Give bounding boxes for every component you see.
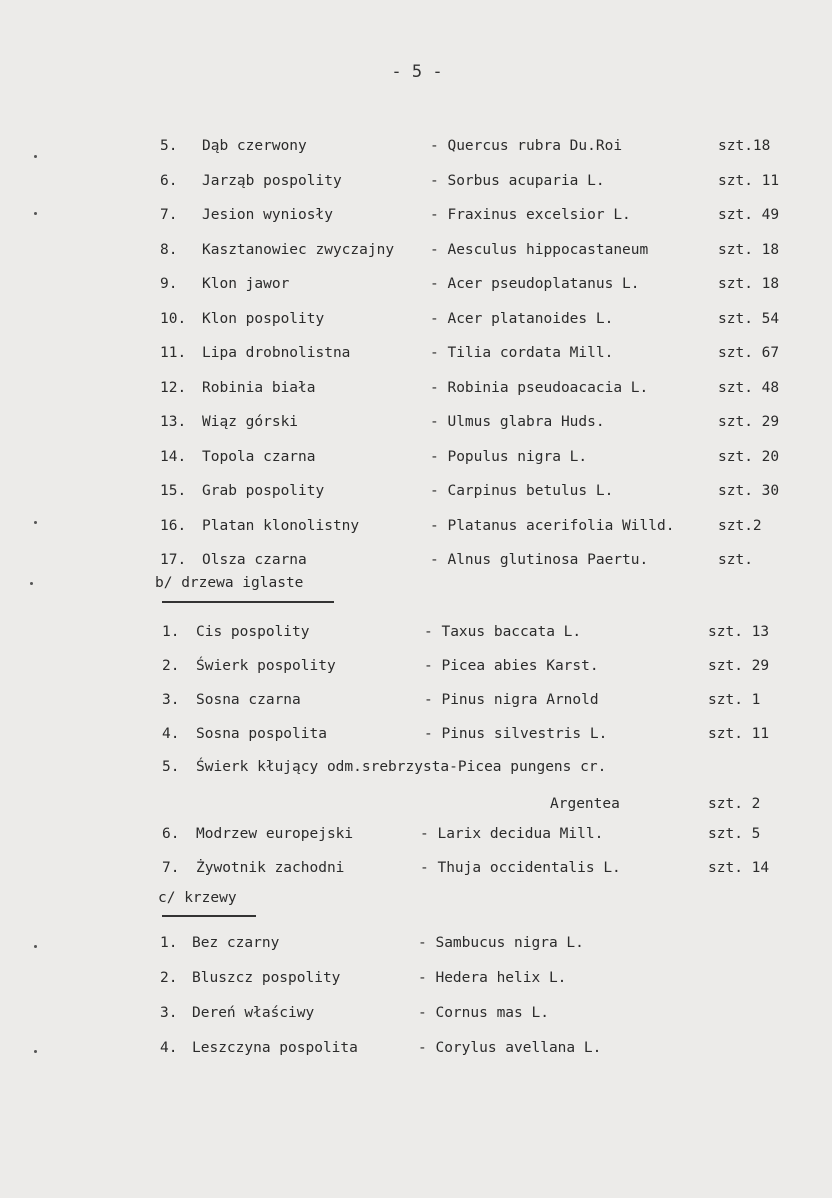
item-latin-name: - Ulmus glabra Huds. bbox=[430, 414, 605, 430]
list-item bbox=[162, 822, 822, 846]
item-number: 2. bbox=[160, 970, 178, 986]
item-polish-name: Topola czarna bbox=[202, 448, 316, 465]
list-item bbox=[162, 654, 822, 678]
item-quantity: szt. 48 bbox=[718, 379, 780, 396]
item-latin-name: - Alnus glutinosa Paertu. bbox=[430, 552, 649, 568]
section-b-heading: b/ drzewa iglaste bbox=[155, 575, 304, 591]
item-latin-name: - Acer platanoides L. bbox=[430, 310, 614, 327]
item-quantity: szt. 11 bbox=[708, 726, 770, 742]
item-quantity: szt.18 bbox=[718, 138, 771, 154]
page-number: - 5 - bbox=[391, 62, 443, 82]
margin-speck bbox=[34, 521, 37, 524]
list-item bbox=[160, 410, 820, 434]
item-number: 6. bbox=[162, 826, 180, 842]
item-latin-name: - Taxus baccata L. bbox=[424, 624, 582, 640]
item-quantity: szt. bbox=[718, 552, 753, 568]
item-latin-name: - Pinus silvestris L. bbox=[424, 726, 608, 742]
margin-speck bbox=[34, 155, 37, 158]
item-polish-name: Dąb czerwony bbox=[202, 138, 307, 154]
list-item bbox=[160, 376, 820, 400]
item-polish-name: Lipa drobnolistna bbox=[202, 345, 351, 361]
list-item-continuation bbox=[162, 792, 802, 816]
margin-speck bbox=[34, 1050, 37, 1053]
item-polish-name: Żywotnik zachodni bbox=[196, 860, 345, 876]
item-latin-name: - Aesculus hippocastaneum bbox=[430, 241, 649, 258]
margin-speck bbox=[34, 212, 37, 215]
item-number: 1. bbox=[162, 624, 180, 640]
list-item bbox=[160, 445, 820, 469]
list-item bbox=[162, 620, 822, 644]
item-polish-name: Olsza czarna bbox=[202, 552, 307, 568]
item-polish-name: Sosna czarna bbox=[196, 692, 301, 708]
item-polish-name: Bez czarny bbox=[192, 935, 280, 951]
item-quantity: szt. 1 bbox=[708, 692, 761, 708]
item-latin-name: - Pinus nigra Arnold bbox=[424, 692, 599, 708]
item-number: 13. bbox=[160, 414, 187, 430]
item-latin-name: - Sambucus nigra L. bbox=[418, 935, 584, 951]
item-latin-name: - Populus nigra L. bbox=[430, 448, 588, 465]
item-number: 3. bbox=[160, 1005, 178, 1021]
item-number: 7. bbox=[160, 207, 178, 223]
item-quantity: szt. 5 bbox=[708, 826, 761, 842]
list-item bbox=[160, 1001, 820, 1025]
item-quantity: szt. 13 bbox=[708, 624, 770, 640]
item-quantity: szt. 30 bbox=[718, 483, 780, 499]
item-quantity: szt. 14 bbox=[708, 860, 770, 876]
item-number: 1. bbox=[160, 935, 178, 951]
item-latin-name: - Hedera helix L. bbox=[418, 970, 567, 986]
item-number: 2. bbox=[162, 658, 180, 674]
item-latin-name: - Quercus rubra Du.Roi bbox=[430, 138, 623, 154]
item-polish-name: Bluszcz pospolity bbox=[192, 970, 341, 986]
item-quantity: szt. 11 bbox=[718, 172, 780, 189]
item-latin-name: - Robinia pseudoacacia L. bbox=[430, 379, 649, 396]
item-number: 14. bbox=[160, 448, 187, 465]
item-polish-name: Wiąz górski bbox=[202, 414, 299, 430]
item-number: 17. bbox=[160, 552, 187, 568]
item-quantity: szt.2 bbox=[718, 517, 762, 534]
list-item bbox=[160, 548, 820, 572]
item-latin-name: - Cornus mas L. bbox=[418, 1005, 549, 1021]
item-latin-name: - Acer pseudoplatanus L. bbox=[430, 276, 640, 292]
list-item bbox=[160, 514, 820, 538]
item-latin-name: - Platanus acerifolia Willd. bbox=[430, 517, 675, 534]
item-polish-name: Świerk pospolity bbox=[196, 658, 336, 674]
item-quantity: szt. 18 bbox=[718, 241, 780, 258]
item-polish-name: Cis pospolity bbox=[196, 624, 310, 640]
list-item bbox=[160, 1036, 820, 1060]
item-polish-name: Jesion wyniosły bbox=[202, 207, 333, 223]
list-item bbox=[160, 134, 820, 158]
section-c-underline bbox=[162, 915, 256, 917]
item-number: 6. bbox=[160, 172, 178, 189]
item-latin-name: - Corylus avellana L. bbox=[418, 1040, 602, 1056]
item-number: 5. bbox=[162, 759, 180, 775]
item-polish-name: Modrzew europejski bbox=[196, 826, 354, 842]
item-latin-name: - Picea abies Karst. bbox=[424, 658, 599, 674]
list-item bbox=[160, 931, 820, 955]
item-polish-name: Leszczyna pospolita bbox=[192, 1040, 358, 1056]
item-quantity: szt. 2 bbox=[708, 796, 761, 812]
item-quantity: szt. 54 bbox=[718, 310, 780, 327]
list-item bbox=[162, 722, 822, 746]
list-item bbox=[160, 272, 820, 296]
item-number: 3. bbox=[162, 692, 180, 708]
item-quantity: szt. 29 bbox=[718, 414, 780, 430]
list-item bbox=[160, 341, 820, 365]
list-item bbox=[162, 856, 822, 880]
item-latin-name: - Fraxinus excelsior L. bbox=[430, 207, 631, 223]
list-item bbox=[162, 755, 802, 779]
item-polish-name: Jarząb pospolity bbox=[202, 172, 342, 189]
list-item bbox=[160, 307, 820, 331]
item-number: 12. bbox=[160, 379, 187, 396]
item-quantity: szt. 20 bbox=[718, 448, 780, 465]
list-item bbox=[160, 479, 820, 503]
item-latin-name: - Sorbus acuparia L. bbox=[430, 172, 605, 189]
item-number: 4. bbox=[162, 726, 180, 742]
item-quantity: szt. 29 bbox=[708, 658, 770, 674]
item-number: 10. bbox=[160, 310, 187, 327]
item-polish-name: Sosna pospolita bbox=[196, 726, 327, 742]
item-polish-name: Klon pospolity bbox=[202, 310, 325, 327]
item-number: 7. bbox=[162, 860, 180, 876]
item-polish-name: Platan klonolistny bbox=[202, 517, 360, 534]
item-number: 5. bbox=[160, 138, 178, 154]
list-item bbox=[162, 688, 822, 712]
item-polish-name: Grab pospolity bbox=[202, 483, 325, 499]
item-latin-name: - Thuja occidentalis L. bbox=[420, 860, 621, 876]
item-number: 9. bbox=[160, 276, 178, 292]
item-polish-name: Kasztanowiec zwyczajny bbox=[202, 241, 395, 258]
item-polish-name: Dereń właściwy bbox=[192, 1005, 315, 1021]
item-text: Świerk kłujący odm.srebrzysta-Picea pungens cr. bbox=[196, 759, 607, 775]
item-latin-name: - Larix decidua Mill. bbox=[420, 826, 604, 842]
item-polish-name: Robinia biała bbox=[202, 379, 316, 396]
margin-speck bbox=[30, 582, 33, 585]
item-text-continued: Argentea bbox=[550, 796, 620, 812]
item-quantity: szt. 49 bbox=[718, 207, 780, 223]
item-polish-name: Klon jawor bbox=[202, 276, 290, 292]
item-number: 16. bbox=[160, 517, 187, 534]
item-number: 4. bbox=[160, 1040, 178, 1056]
item-number: 15. bbox=[160, 483, 187, 499]
margin-speck bbox=[34, 945, 37, 948]
list-item bbox=[160, 966, 820, 990]
list-item bbox=[160, 169, 820, 193]
item-latin-name: - Carpinus betulus L. bbox=[430, 483, 614, 499]
section-b-underline bbox=[162, 601, 334, 603]
item-latin-name: - Tilia cordata Mill. bbox=[430, 345, 614, 361]
list-item bbox=[160, 203, 820, 227]
list-item bbox=[160, 238, 820, 262]
item-number: 8. bbox=[160, 241, 178, 258]
item-quantity: szt. 67 bbox=[718, 345, 780, 361]
section-c-heading: c/ krzewy bbox=[158, 890, 237, 906]
item-quantity: szt. 18 bbox=[718, 276, 780, 292]
item-number: 11. bbox=[160, 345, 187, 361]
